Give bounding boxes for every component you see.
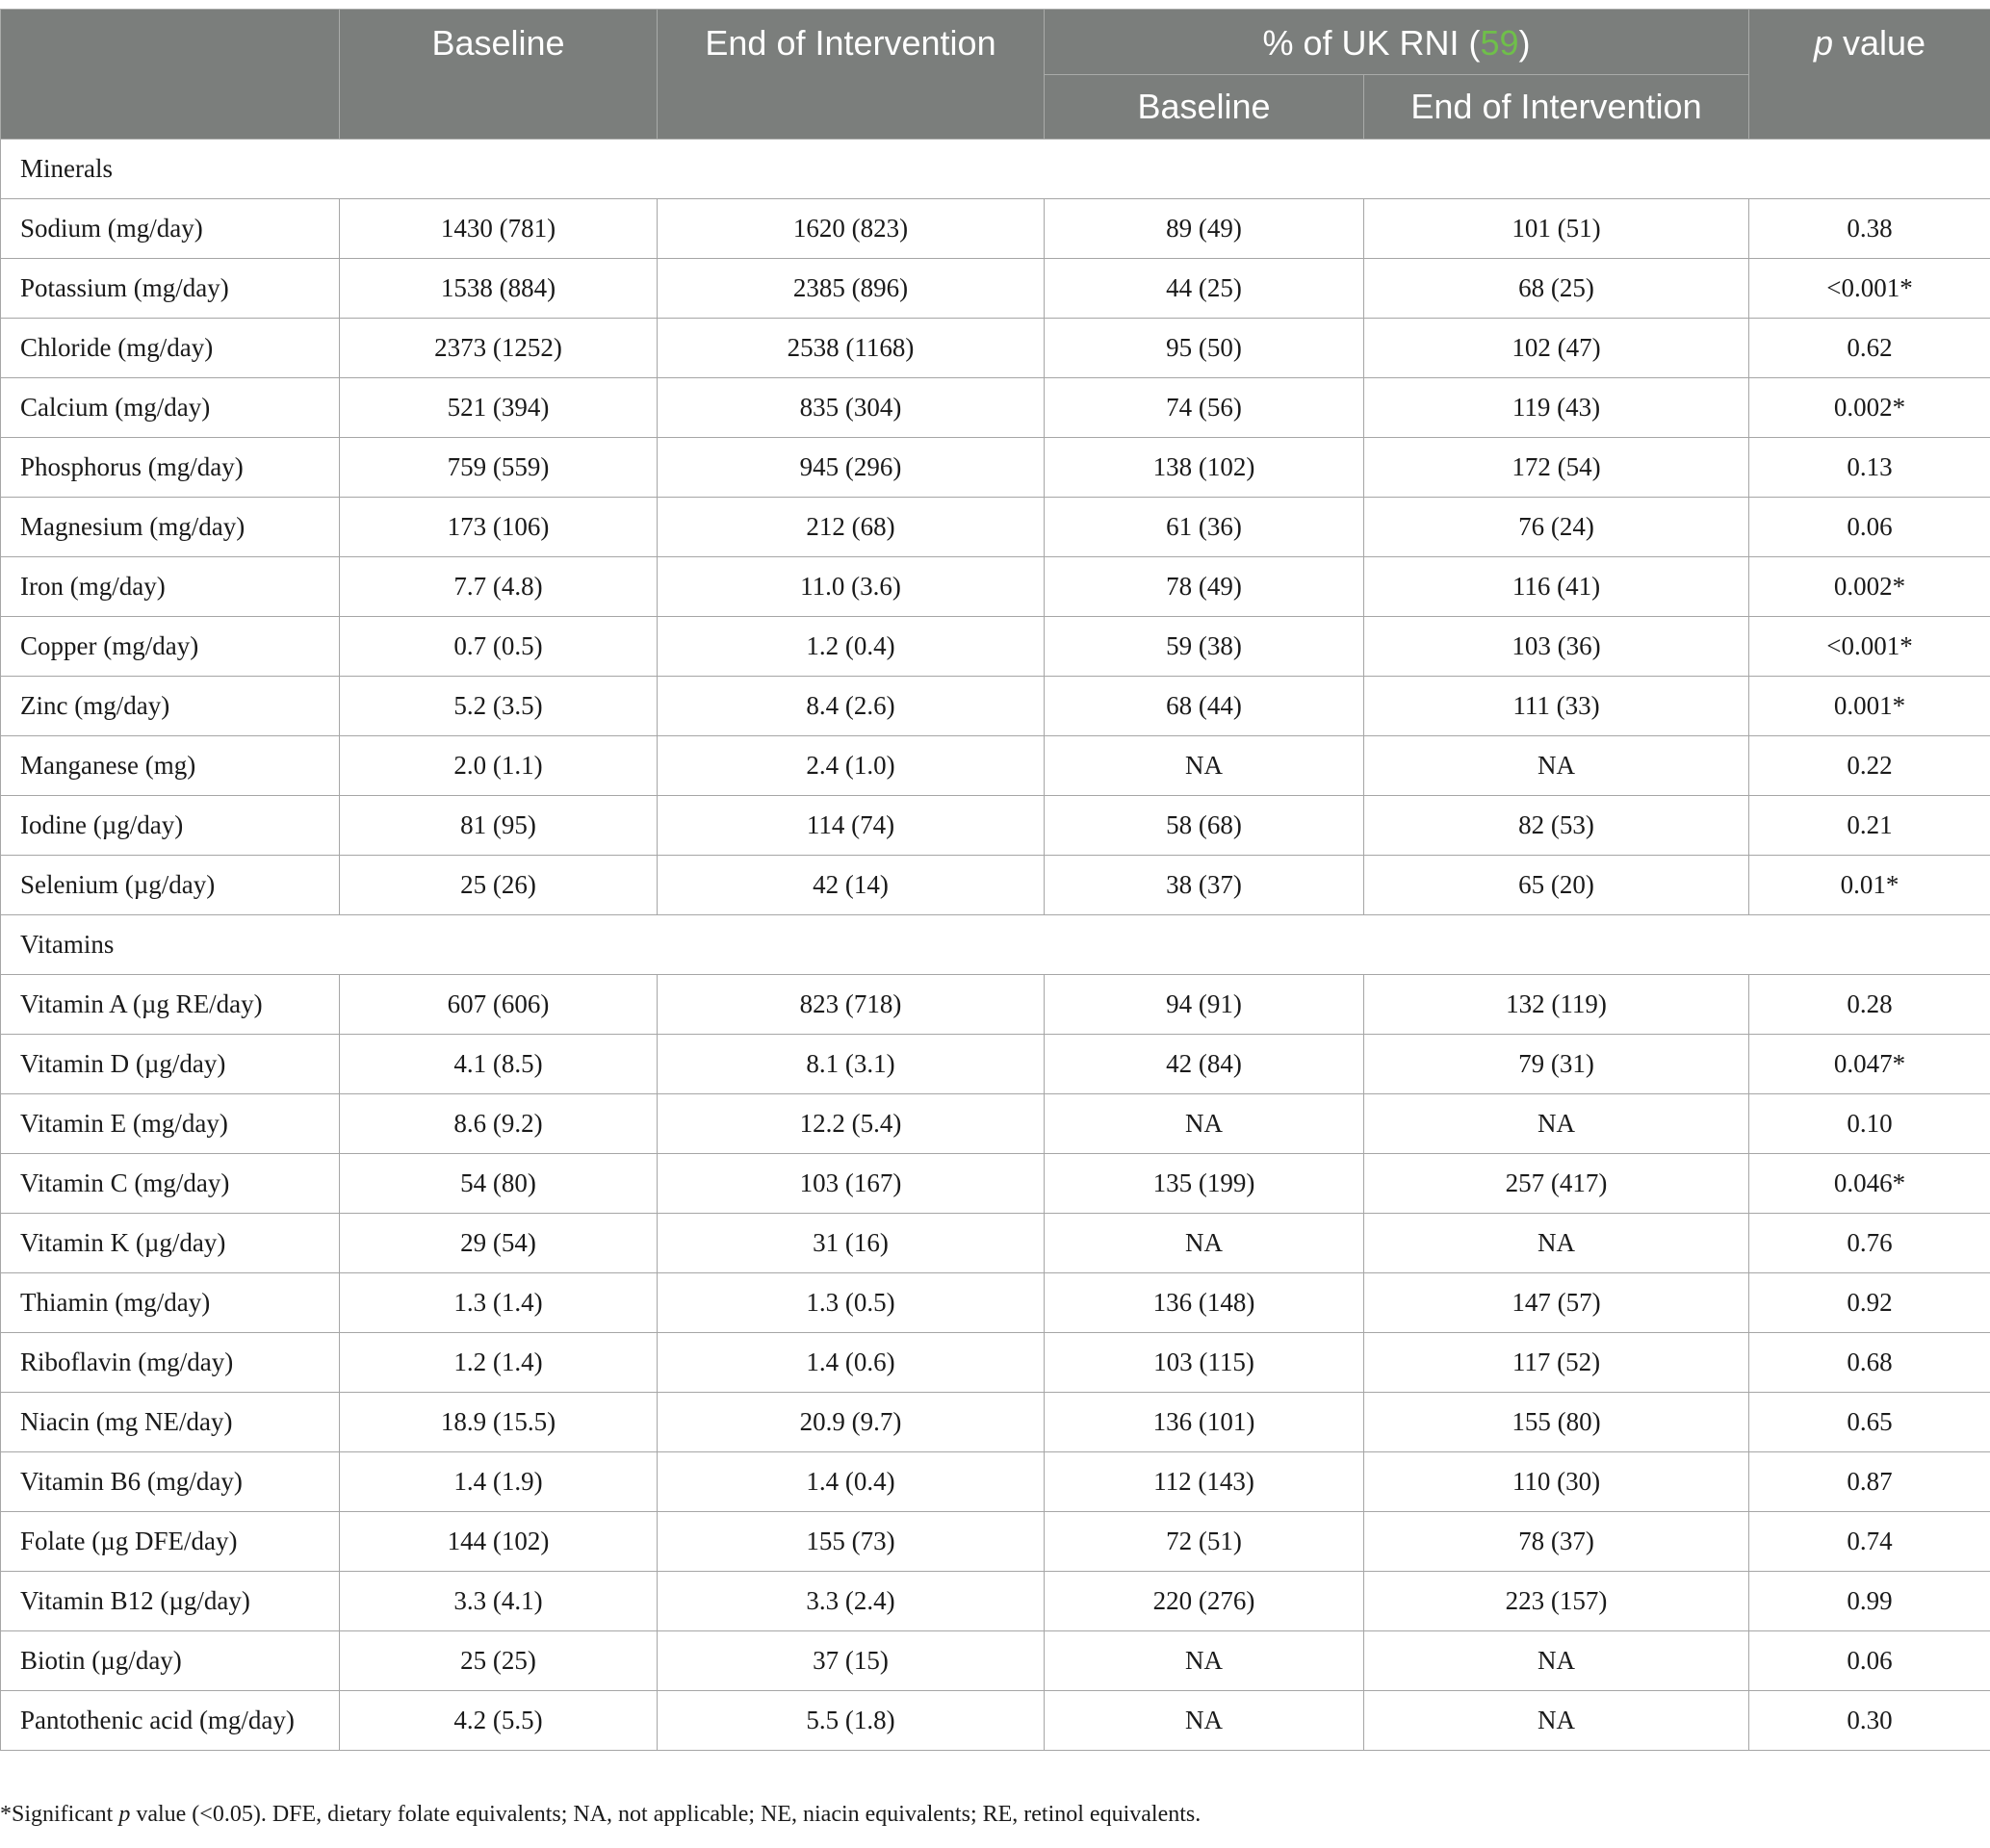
cell-end-of-intervention: 1620 (823) — [658, 199, 1045, 259]
cell-rni-baseline: NA — [1045, 1214, 1364, 1273]
header-rni-group — [1045, 10, 1749, 75]
cell-rni-end-of-intervention: 65 (20) — [1364, 856, 1749, 915]
cell-p-value: 0.21 — [1749, 796, 1990, 856]
cell-rni-end-of-intervention: 103 (36) — [1364, 617, 1749, 677]
cell-rni-end-of-intervention: 102 (47) — [1364, 319, 1749, 378]
table-row — [1, 199, 1990, 259]
cell-end-of-intervention: 2385 (896) — [658, 259, 1045, 319]
table-row — [1, 856, 1990, 915]
cell-nutrient: Biotin (µg/day) — [1, 1631, 340, 1691]
section-title: Minerals — [1, 140, 1990, 199]
table-row — [1, 438, 1990, 498]
cell-baseline: 2.0 (1.1) — [340, 736, 658, 796]
cell-p-value: 0.22 — [1749, 736, 1990, 796]
cell-rni-baseline: 103 (115) — [1045, 1333, 1364, 1393]
table-row — [1, 1691, 1990, 1751]
cell-baseline: 144 (102) — [340, 1512, 658, 1572]
table-footnote — [0, 1802, 1201, 1828]
cell-rni-end-of-intervention: 132 (119) — [1364, 975, 1749, 1035]
cell-nutrient: Vitamin C (mg/day) — [1, 1154, 340, 1214]
cell-end-of-intervention: 37 (15) — [658, 1631, 1045, 1691]
cell-p-value: 0.046* — [1749, 1154, 1990, 1214]
cell-end-of-intervention: 20.9 (9.7) — [658, 1393, 1045, 1452]
cell-p-value: 0.28 — [1749, 975, 1990, 1035]
cell-rni-end-of-intervention: NA — [1364, 1094, 1749, 1154]
table-header — [1, 10, 1990, 140]
cell-end-of-intervention: 114 (74) — [658, 796, 1045, 856]
cell-p-value: 0.38 — [1749, 199, 1990, 259]
footnote-p-italic: p — [118, 1802, 131, 1827]
cell-baseline: 8.6 (9.2) — [340, 1094, 658, 1154]
table-row — [1, 677, 1990, 736]
cell-rni-baseline: 59 (38) — [1045, 617, 1364, 677]
cell-rni-baseline: 68 (44) — [1045, 677, 1364, 736]
cell-rni-baseline: 38 (37) — [1045, 856, 1364, 915]
cell-nutrient: Riboflavin (mg/day) — [1, 1333, 340, 1393]
cell-p-value: 0.30 — [1749, 1691, 1990, 1751]
cell-p-value: 0.01* — [1749, 856, 1990, 915]
cell-baseline: 3.3 (4.1) — [340, 1572, 658, 1631]
cell-baseline: 1.2 (1.4) — [340, 1333, 658, 1393]
cell-end-of-intervention: 5.5 (1.8) — [658, 1691, 1045, 1751]
cell-baseline: 54 (80) — [340, 1154, 658, 1214]
cell-p-value: 0.06 — [1749, 1631, 1990, 1691]
cell-nutrient: Vitamin D (µg/day) — [1, 1035, 340, 1094]
cell-baseline: 607 (606) — [340, 975, 658, 1035]
cell-p-value: <0.001* — [1749, 617, 1990, 677]
table-row — [1, 378, 1990, 438]
cell-rni-end-of-intervention: 155 (80) — [1364, 1393, 1749, 1452]
cell-rni-baseline: 42 (84) — [1045, 1035, 1364, 1094]
table-row — [1, 259, 1990, 319]
cell-rni-end-of-intervention: 147 (57) — [1364, 1273, 1749, 1333]
cell-p-value: 0.047* — [1749, 1035, 1990, 1094]
cell-rni-baseline: 94 (91) — [1045, 975, 1364, 1035]
cell-baseline: 2373 (1252) — [340, 319, 658, 378]
section-row — [1, 140, 1990, 199]
table-row — [1, 1214, 1990, 1273]
cell-baseline: 0.7 (0.5) — [340, 617, 658, 677]
section-row — [1, 915, 1990, 975]
cell-rni-end-of-intervention: 116 (41) — [1364, 557, 1749, 617]
reference-link-59[interactable]: 59 — [1480, 23, 1519, 63]
cell-nutrient: Potassium (mg/day) — [1, 259, 340, 319]
cell-end-of-intervention: 155 (73) — [658, 1512, 1045, 1572]
cell-end-of-intervention: 12.2 (5.4) — [658, 1094, 1045, 1154]
cell-rni-baseline: 136 (148) — [1045, 1273, 1364, 1333]
cell-rni-baseline: 78 (49) — [1045, 557, 1364, 617]
header-p-rest: value — [1832, 23, 1926, 63]
cell-p-value: <0.001* — [1749, 259, 1990, 319]
cell-nutrient: Niacin (mg NE/day) — [1, 1393, 340, 1452]
table-row — [1, 1452, 1990, 1512]
cell-end-of-intervention: 1.4 (0.4) — [658, 1452, 1045, 1512]
cell-end-of-intervention: 42 (14) — [658, 856, 1045, 915]
section-title: Vitamins — [1, 915, 1990, 975]
cell-p-value: 0.76 — [1749, 1214, 1990, 1273]
footnote-prefix: *Significant — [0, 1802, 119, 1827]
cell-p-value: 0.62 — [1749, 319, 1990, 378]
cell-p-value: 0.002* — [1749, 378, 1990, 438]
table-row — [1, 1035, 1990, 1094]
cell-baseline: 1.3 (1.4) — [340, 1273, 658, 1333]
cell-p-value: 0.99 — [1749, 1572, 1990, 1631]
cell-baseline: 25 (26) — [340, 856, 658, 915]
header-end-of-intervention: End of Intervention — [658, 10, 1045, 140]
cell-rni-baseline: 72 (51) — [1045, 1512, 1364, 1572]
cell-p-value: 0.13 — [1749, 438, 1990, 498]
cell-end-of-intervention: 8.1 (3.1) — [658, 1035, 1045, 1094]
cell-end-of-intervention: 1.3 (0.5) — [658, 1273, 1045, 1333]
cell-end-of-intervention: 212 (68) — [658, 498, 1045, 557]
cell-rni-baseline: NA — [1045, 1631, 1364, 1691]
table-row — [1, 1393, 1990, 1452]
header-rni-end-of-intervention: End of Intervention — [1364, 75, 1749, 140]
header-variable — [1, 10, 340, 140]
table-row — [1, 1273, 1990, 1333]
cell-baseline: 521 (394) — [340, 378, 658, 438]
cell-baseline: 1430 (781) — [340, 199, 658, 259]
cell-p-value: 0.65 — [1749, 1393, 1990, 1452]
cell-end-of-intervention: 103 (167) — [658, 1154, 1045, 1214]
cell-rni-end-of-intervention: 110 (30) — [1364, 1452, 1749, 1512]
cell-nutrient: Magnesium (mg/day) — [1, 498, 340, 557]
cell-rni-baseline: 136 (101) — [1045, 1393, 1364, 1452]
cell-rni-end-of-intervention: 172 (54) — [1364, 438, 1749, 498]
table-row — [1, 557, 1990, 617]
cell-rni-baseline: NA — [1045, 1691, 1364, 1751]
table-row — [1, 736, 1990, 796]
table-row — [1, 1154, 1990, 1214]
cell-rni-end-of-intervention: 111 (33) — [1364, 677, 1749, 736]
cell-rni-baseline: NA — [1045, 736, 1364, 796]
cell-nutrient: Selenium (µg/day) — [1, 856, 340, 915]
cell-p-value: 0.68 — [1749, 1333, 1990, 1393]
header-baseline: Baseline — [340, 10, 658, 140]
cell-nutrient: Manganese (mg) — [1, 736, 340, 796]
cell-rni-end-of-intervention: 76 (24) — [1364, 498, 1749, 557]
cell-rni-end-of-intervention: NA — [1364, 1214, 1749, 1273]
cell-end-of-intervention: 823 (718) — [658, 975, 1045, 1035]
nutrient-intake-table — [0, 9, 1990, 1751]
cell-nutrient: Iron (mg/day) — [1, 557, 340, 617]
cell-rni-end-of-intervention: 119 (43) — [1364, 378, 1749, 438]
cell-baseline: 4.1 (8.5) — [340, 1035, 658, 1094]
cell-baseline: 18.9 (15.5) — [340, 1393, 658, 1452]
cell-rni-end-of-intervention: NA — [1364, 1691, 1749, 1751]
cell-p-value: 0.87 — [1749, 1452, 1990, 1512]
table-row — [1, 498, 1990, 557]
cell-baseline: 5.2 (3.5) — [340, 677, 658, 736]
cell-p-value: 0.002* — [1749, 557, 1990, 617]
table-row — [1, 1333, 1990, 1393]
cell-nutrient: Phosphorus (mg/day) — [1, 438, 340, 498]
rni-group-prefix: % of UK RNI ( — [1262, 23, 1481, 63]
cell-nutrient: Folate (µg DFE/day) — [1, 1512, 340, 1572]
cell-rni-baseline: 44 (25) — [1045, 259, 1364, 319]
cell-baseline: 81 (95) — [340, 796, 658, 856]
cell-rni-end-of-intervention: NA — [1364, 736, 1749, 796]
cell-rni-end-of-intervention: 79 (31) — [1364, 1035, 1749, 1094]
header-rni-baseline: Baseline — [1045, 75, 1364, 140]
cell-rni-end-of-intervention: 117 (52) — [1364, 1333, 1749, 1393]
cell-baseline: 1538 (884) — [340, 259, 658, 319]
cell-nutrient: Vitamin B6 (mg/day) — [1, 1452, 340, 1512]
table-row — [1, 975, 1990, 1035]
cell-p-value: 0.74 — [1749, 1512, 1990, 1572]
table-row — [1, 617, 1990, 677]
cell-rni-end-of-intervention: NA — [1364, 1631, 1749, 1691]
cell-rni-baseline: 61 (36) — [1045, 498, 1364, 557]
cell-rni-end-of-intervention: 257 (417) — [1364, 1154, 1749, 1214]
cell-nutrient: Vitamin K (µg/day) — [1, 1214, 340, 1273]
cell-rni-end-of-intervention: 101 (51) — [1364, 199, 1749, 259]
table-row — [1, 1572, 1990, 1631]
cell-baseline: 4.2 (5.5) — [340, 1691, 658, 1751]
cell-rni-baseline: 89 (49) — [1045, 199, 1364, 259]
cell-rni-baseline: 138 (102) — [1045, 438, 1364, 498]
cell-end-of-intervention: 11.0 (3.6) — [658, 557, 1045, 617]
cell-nutrient: Copper (mg/day) — [1, 617, 340, 677]
cell-nutrient: Vitamin A (µg RE/day) — [1, 975, 340, 1035]
cell-end-of-intervention: 1.2 (0.4) — [658, 617, 1045, 677]
table-container — [0, 9, 1990, 1751]
cell-baseline: 25 (25) — [340, 1631, 658, 1691]
cell-baseline: 1.4 (1.9) — [340, 1452, 658, 1512]
cell-rni-baseline: 112 (143) — [1045, 1452, 1364, 1512]
table-row — [1, 1631, 1990, 1691]
cell-rni-baseline: 220 (276) — [1045, 1572, 1364, 1631]
cell-nutrient: Calcium (mg/day) — [1, 378, 340, 438]
cell-rni-baseline: 95 (50) — [1045, 319, 1364, 378]
cell-nutrient: Chloride (mg/day) — [1, 319, 340, 378]
cell-rni-baseline: 58 (68) — [1045, 796, 1364, 856]
table-row — [1, 1094, 1990, 1154]
cell-baseline: 29 (54) — [340, 1214, 658, 1273]
cell-end-of-intervention: 2.4 (1.0) — [658, 736, 1045, 796]
header-p-italic: p — [1813, 23, 1833, 63]
cell-end-of-intervention: 945 (296) — [658, 438, 1045, 498]
table-row — [1, 796, 1990, 856]
cell-rni-baseline: NA — [1045, 1094, 1364, 1154]
cell-nutrient: Vitamin E (mg/day) — [1, 1094, 340, 1154]
cell-end-of-intervention: 8.4 (2.6) — [658, 677, 1045, 736]
cell-nutrient: Sodium (mg/day) — [1, 199, 340, 259]
cell-nutrient: Zinc (mg/day) — [1, 677, 340, 736]
cell-rni-baseline: 74 (56) — [1045, 378, 1364, 438]
cell-rni-end-of-intervention: 68 (25) — [1364, 259, 1749, 319]
cell-end-of-intervention: 3.3 (2.4) — [658, 1572, 1045, 1631]
cell-baseline: 173 (106) — [340, 498, 658, 557]
footnote-suffix: value (<0.05). DFE, dietary folate equivalents; NA, not applicable; NE, niacin equivalents; RE, retinol equivalents. — [130, 1802, 1202, 1827]
cell-p-value: 0.06 — [1749, 498, 1990, 557]
table-body — [1, 140, 1990, 1751]
table-row — [1, 319, 1990, 378]
cell-baseline: 7.7 (4.8) — [340, 557, 658, 617]
cell-nutrient: Pantothenic acid (mg/day) — [1, 1691, 340, 1751]
cell-rni-end-of-intervention: 78 (37) — [1364, 1512, 1749, 1572]
cell-rni-end-of-intervention: 223 (157) — [1364, 1572, 1749, 1631]
rni-group-suffix: ) — [1518, 23, 1531, 63]
cell-end-of-intervention: 1.4 (0.6) — [658, 1333, 1045, 1393]
header-p-value — [1749, 10, 1990, 140]
cell-baseline: 759 (559) — [340, 438, 658, 498]
cell-p-value: 0.92 — [1749, 1273, 1990, 1333]
cell-nutrient: Vitamin B12 (µg/day) — [1, 1572, 340, 1631]
cell-rni-end-of-intervention: 82 (53) — [1364, 796, 1749, 856]
cell-nutrient: Thiamin (mg/day) — [1, 1273, 340, 1333]
cell-end-of-intervention: 31 (16) — [658, 1214, 1045, 1273]
cell-p-value: 0.10 — [1749, 1094, 1990, 1154]
cell-end-of-intervention: 2538 (1168) — [658, 319, 1045, 378]
cell-p-value: 0.001* — [1749, 677, 1990, 736]
cell-end-of-intervention: 835 (304) — [658, 378, 1045, 438]
cell-nutrient: Iodine (µg/day) — [1, 796, 340, 856]
table-row — [1, 1512, 1990, 1572]
cell-rni-baseline: 135 (199) — [1045, 1154, 1364, 1214]
